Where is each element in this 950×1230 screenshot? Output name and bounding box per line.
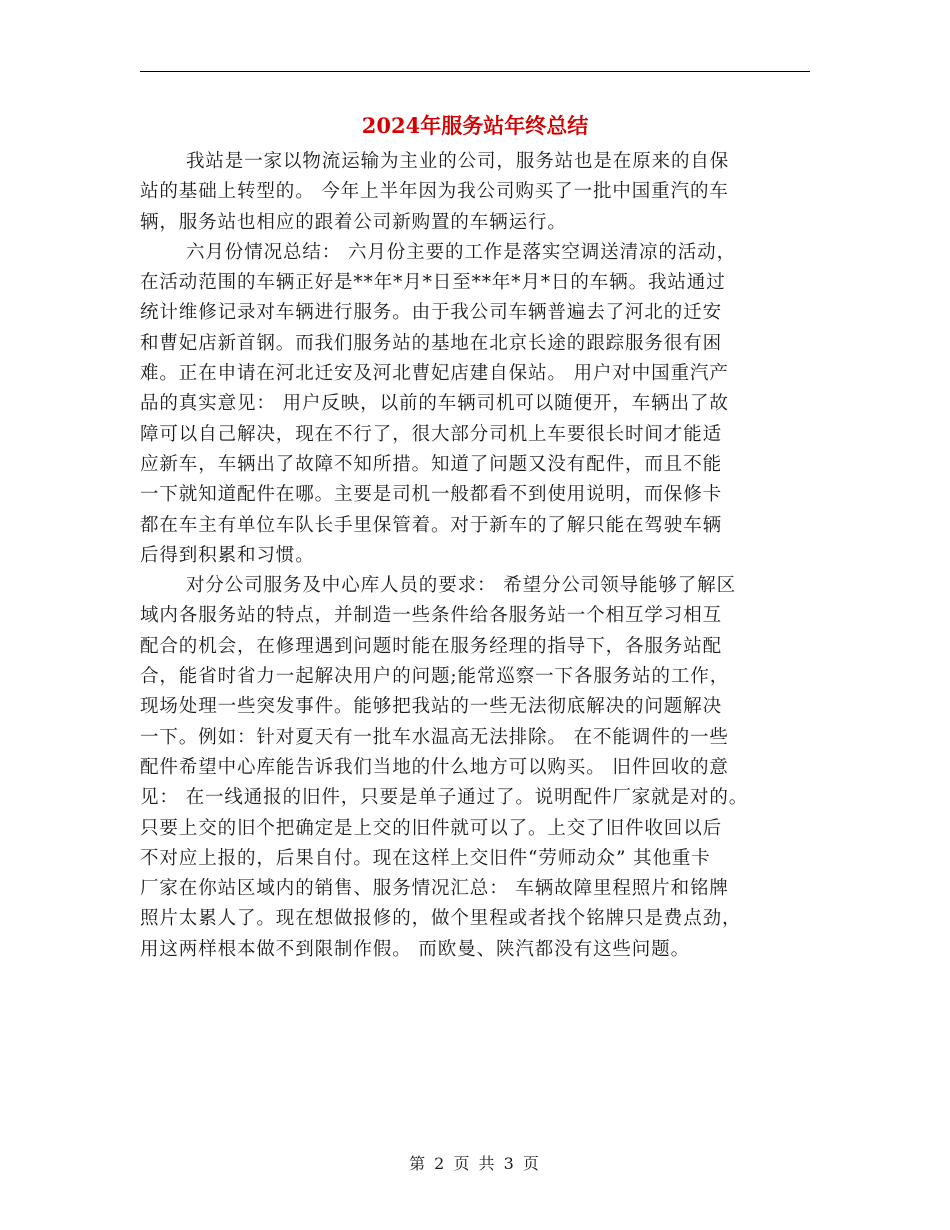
text-line: 配合的机会，在修理遇到问题时能在服务经理的指导下，各服务站配 [140,635,723,657]
page-number: 第 2 页 共 3 页 [409,1154,541,1173]
text-line: 厂家在你站区域内的销售、服务情况汇总： 车辆故障里程照片和铭牌 [140,878,729,900]
text-line: 我站是一家以物流运输为主业的公司，服务站也是在原来的自保 [186,151,730,172]
document-title: 2024年服务站年终总结 [361,113,589,138]
text-line: 都在车主有单位车队长手里保管着。对于新车的了解只能在驾驶车辆 [140,514,723,536]
text-line: 用这两样根本做不到限制作假。 而欧曼、陕汽都没有这些问题。 [140,938,690,960]
text-line: 应新车，车辆出了故障不知所措。知道了问题又没有配件，而且不能 [140,453,723,475]
text-line: 难。正在申请在河北迁安及河北曹妃店建自保站。 用户对中国重汽产 [140,363,729,385]
text-line: 照片太累人了。现在想做报修的，做个里程或者找个铭牌只是费点劲， [140,908,742,930]
text-line: 六月份情况总结： 六月份主要的工作是落实空调送清凉的活动， [186,241,736,263]
text-line: 障可以自己解决，现在不行了，很大部分司机上车要很长时间才能适 [140,423,723,445]
text-line: 站的基础上转型的。 今年上半年因为我公司购买了一批中国重汽的车 [140,181,729,203]
text-line: 辆，服务站也相应的跟着公司新购置的车辆运行。 [140,211,567,233]
text-line: 一下。例如：针对夏天有一批车水温高无法排除。 在不能调件的一些 [140,726,729,748]
text-line: 一下就知道配件在哪。主要是司机一般都看不到使用说明，而保修卡 [140,484,723,506]
text-line: 统计维修记录对车辆进行服务。由于我公司车辆普遍去了河北的迁安 [140,302,723,324]
header-rule [140,71,810,72]
text-line: 品的真实意见： 用户反映，以前的车辆司机可以随便开，车辆出了故 [140,393,729,415]
text-line: 见： 在一线通报的旧件，只要是单子通过了。说明配件厂家就是对的。 [140,787,749,809]
text-line: 对分公司服务及中心库人员的要求： 希望分公司领导能够了解区 [186,575,736,597]
text-line: 现场处理一些突发事件。能够把我站的一些无法彻底解决的问题解决 [140,696,723,718]
text-line: 不对应上报的，后果自付。现在这样上交旧件“劳师动众” 其他重卡 [140,847,711,869]
text-line: 只要上交的旧个把确定是上交的旧件就可以了。上交了旧件收回以后 [140,817,723,839]
text-line: 后得到积累和习惯。 [140,544,315,566]
text-line: 在活动范围的车辆正好是**年*月*日至**年*月*日的车辆。我站通过 [140,272,726,294]
document-body [140,147,812,965]
text-line: 配件希望中心库能告诉我们当地的什么地方可以购买。 旧件回收的意 [140,756,729,778]
text-line: 域内各服务站的特点，并制造一些条件给各服务站一个相互学习相互 [140,605,723,627]
text-line: 合，能省时省力一起解决用户的问题;能常巡察一下各服务站的工作， [140,666,730,688]
text-line: 和曹妃店新首钢。而我们服务站的基地在北京长途的跟踪服务很有困 [140,332,723,354]
